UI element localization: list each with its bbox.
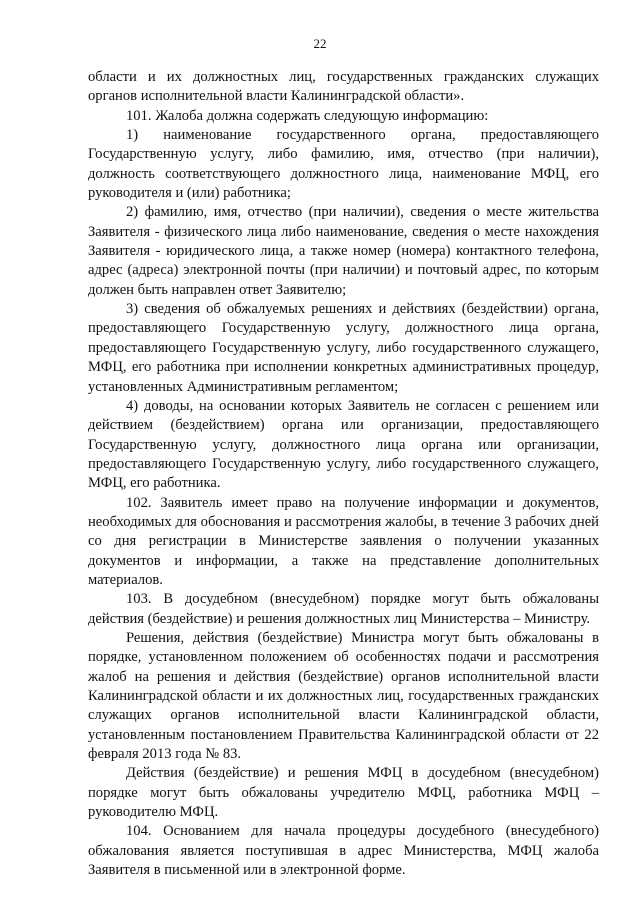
paragraph-101-item-3: 3) сведения об обжалуемых решениях и действиях (бездействии) органа, предоставляющего Государственную услугу, должностного лица органа, предоставляющего Государственную услугу, либо государственного служащего, МФЦ, его работника при исполнении конкретных административных процедур, установленных Административным регламентом; — [88, 301, 599, 395]
paragraph-103-minister-decisions: Решения, действия (бездействие) Министра могут быть обжалованы в порядке, установленном положением об особенностях подачи и рассмотрения жалоб на решения и действия (бездействие) органов исполнительной власти Калининградской области и их должностных лиц, государственных гражданских служащих органов исполнительной власти Калининградской области, установленным постановлением Правительства Калининградской области от 22 февраля 2013 года № 83. — [88, 629, 599, 763]
document-body — [88, 68, 599, 880]
paragraph-102: 102. Заявитель имеет право на получение информации и документов, необходимых для обоснования и рассмотрения жалобы, в течение 3 рабочих дней со дня регистрации в Министерстве заявления о получении указанных документов и информации, а также на представление дополнительных материалов. — [88, 494, 599, 588]
paragraph-104: 104. Основанием для начала процедуры досудебного (внесудебного) обжалования является поступившая в адрес Министерства, МФЦ жалоба Заявителя в письменной или в электронной форме. — [88, 823, 599, 879]
paragraph-103: 103. В досудебном (внесудебном) порядке могут быть обжалованы действия (бездействие) и решения должностных лиц Министерства – Министру. — [88, 591, 599, 627]
paragraph-continuation: области и их должностных лиц, государственных гражданских служащих органов исполнительной власти Калининградской области». — [88, 69, 599, 105]
page-number: 22 — [313, 36, 327, 51]
paragraph-101-item-2: 2) фамилию, имя, отчество (при наличии), сведения о месте жительства Заявителя - физического лица либо наименование, сведения о месте нахождения Заявителя - юридического лица, а также номер (номера) контактного телефона, адрес (адреса) электронной почты (при наличии) и почтовый адрес, по которым должен быть направлен ответ Заявителю; — [88, 204, 599, 298]
paragraph-101-item-1: 1) наименование государственного органа, предоставляющего Государственную услугу, либо фамилию, имя, отчество (при наличии), должность соответствующего должностного лица, наименование МФЦ, его руководителя и (или) работника; — [88, 127, 599, 202]
paragraph-103-mfc-actions: Действия (бездействие) и решения МФЦ в досудебном (внесудебном) порядке могут быть обжалованы учредителю МФЦ, работника МФЦ – руководителю МФЦ. — [88, 765, 599, 821]
paragraph-101-intro: 101. Жалоба должна содержать следующую информацию: — [126, 107, 489, 124]
paragraph-101-item-4: 4) доводы, на основании которых Заявитель не согласен с решением или действием (бездействием) органа или организации, предоставляющего Государственную услугу, должностного лица органа или организации, предоставляющего Государственную услугу, либо государственного служащего, МФЦ, его работника. — [88, 397, 599, 492]
